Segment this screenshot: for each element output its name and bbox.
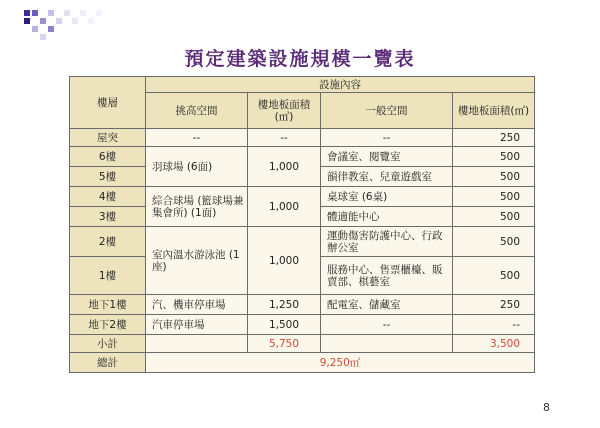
general-space-cell: 配電室、儲藏室 (321, 295, 453, 315)
header-high-space: 挑高空間 (146, 93, 248, 129)
high-space-cell: 綜合球場 (籃球場兼集會所) (1面) (146, 187, 248, 227)
total-value: 9,250㎡ (146, 353, 535, 373)
general-area-cell: 500 (453, 147, 535, 167)
header-general-space: 一般空間 (321, 93, 453, 129)
high-space-cell: 汽、機車停車場 (146, 295, 248, 315)
general-space-cell: -- (321, 315, 453, 335)
general-space-cell: 桌球室 (6桌) (321, 187, 453, 207)
general-space-cell: 體適能中心 (321, 207, 453, 227)
high-area-cell: 1,000 (248, 227, 321, 295)
general-space-cell: 會議室、閱覽室 (321, 147, 453, 167)
general-area-cell: 500 (453, 227, 535, 257)
table-row (70, 129, 535, 147)
general-space-cell: 服務中心、售票櫃檯、販賣部、棋藝室 (321, 257, 453, 295)
subtotal-row (70, 335, 535, 353)
floor-cell: 屋突 (70, 129, 146, 147)
floor-cell: 4樓 (70, 187, 146, 207)
empty-cell (321, 335, 453, 353)
table-row (70, 227, 535, 257)
page-title: 預定建築設施規模一覽表 (184, 48, 416, 70)
general-area-cell: 500 (453, 167, 535, 187)
empty-cell (146, 335, 248, 353)
high-area-cell: 1,000 (248, 187, 321, 227)
header-general-area: 樓地板面積(㎡) (453, 93, 535, 129)
page-number: 8 (543, 401, 550, 414)
header-facilities: 設施內容 (146, 77, 535, 93)
high-area-cell: -- (248, 129, 321, 147)
general-space-cell: 韻律教室、兒童遊戲室 (321, 167, 453, 187)
subtotal-high-area: 5,750 (248, 335, 321, 353)
general-space-cell: -- (321, 129, 453, 147)
floor-cell: 地下2樓 (70, 315, 146, 335)
high-space-cell: 汽車停車場 (146, 315, 248, 335)
high-space-cell: 羽球場 (6面) (146, 147, 248, 187)
header-floor: 樓層 (70, 77, 146, 129)
table-row (70, 295, 535, 315)
subtotal-general-area: 3,500 (453, 335, 535, 353)
general-area-cell: 250 (453, 295, 535, 315)
table-row (70, 315, 535, 335)
high-area-cell: 1,250 (248, 295, 321, 315)
floor-cell: 地下1樓 (70, 295, 146, 315)
general-area-cell: -- (453, 315, 535, 335)
floor-cell: 1樓 (70, 257, 146, 295)
floor-cell: 6樓 (70, 147, 146, 167)
high-area-cell: 1,000 (248, 147, 321, 187)
facility-table-container (69, 76, 535, 373)
floor-cell: 5樓 (70, 167, 146, 187)
floor-cell: 2樓 (70, 227, 146, 257)
table-row (70, 187, 535, 207)
general-area-cell: 500 (453, 257, 535, 295)
total-row (70, 353, 535, 373)
total-label: 總計 (70, 353, 146, 373)
high-area-cell: 1,500 (248, 315, 321, 335)
general-area-cell: 500 (453, 187, 535, 207)
floor-cell: 3樓 (70, 207, 146, 227)
table-row (70, 147, 535, 167)
general-space-cell: 運動傷害防護中心、行政辦公室 (321, 227, 453, 257)
high-space-cell: 室內溫水游泳池 (1座) (146, 227, 248, 295)
general-area-cell: 250 (453, 129, 535, 147)
facility-scale-table (69, 76, 535, 373)
general-area-cell: 500 (453, 207, 535, 227)
subtotal-label: 小計 (70, 335, 146, 353)
header-high-area: 樓地板面積(㎡) (248, 93, 321, 129)
high-space-cell: -- (146, 129, 248, 147)
